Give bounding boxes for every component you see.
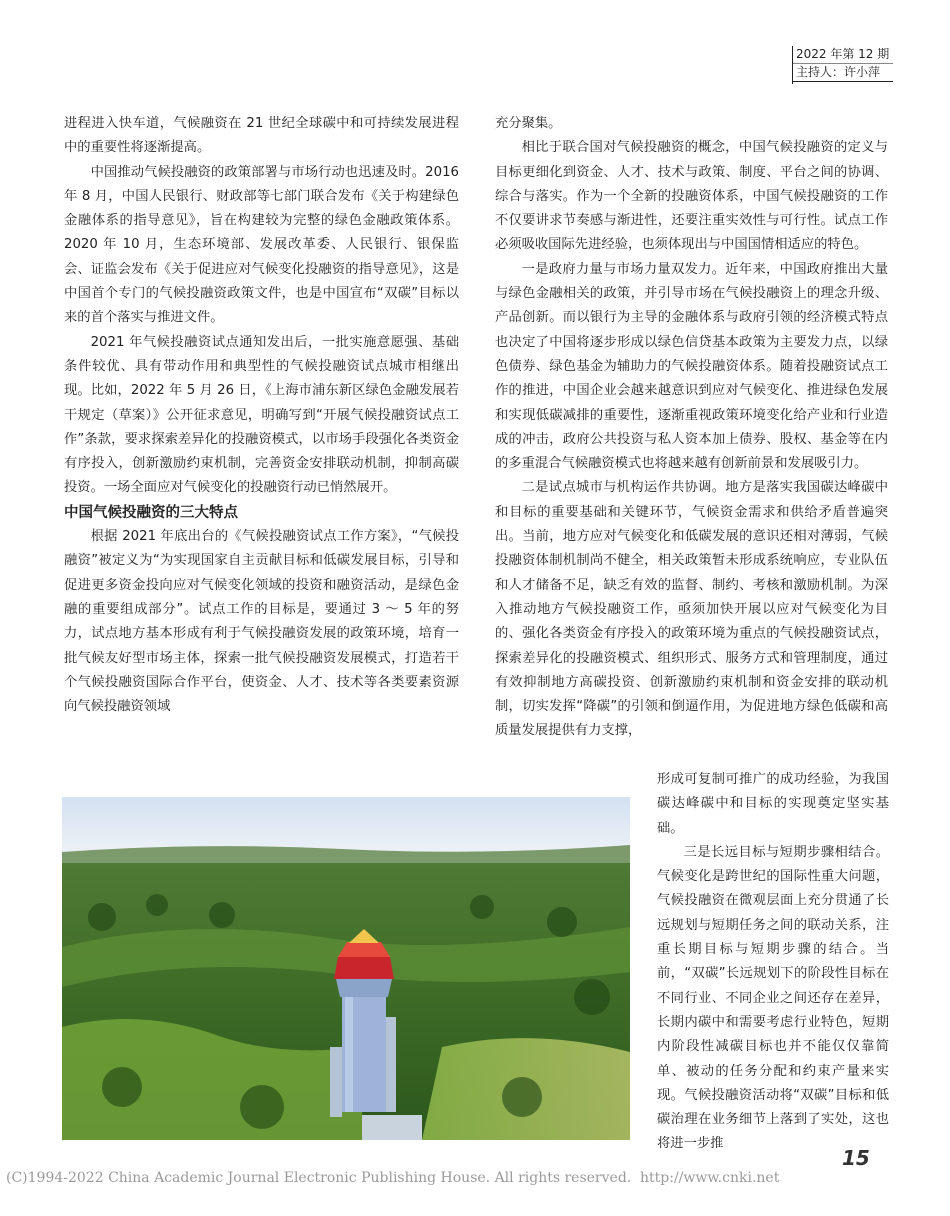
section-heading: 中国气候投融资的三大特点: [64, 504, 238, 521]
left-paragraph-3: 2021 年气候投融资试点通知发出后，一批实施意愿强、基础条件较优、具有带动作用和典型性的气候投融资试点城市相继出现。比如，2022 年 5 月 26 日，《上海市浦东新区绿色金融发展若干规定（草案）》公开征求意见，明确写到“开展气候投融资试点工作”条款，要求探索差异化的投融资模式，以市场手段强化各类资金有序投入，创新激励约束机制，完善资金安排联动机制，抑制高碳投资。一场全面应对气候变化的投融资行动已悄然展开。: [64, 334, 459, 496]
left-paragraph-4: 根据 2021 年底出台的《气候投融资试点工作方案》，“气候投融资”被定义为“为实现国家自主贡献目标和低碳发展目标，引导和促进更多资金投向应对气候变化领域的投资和融资活动，是绿色金融的重要组成部分”。试点工作的目标是，要通过 3 ～ 5 年的努力，试点地方基本形成有利于气候投融资发展的政策环境，培育一批气候友好型市场主体，探索一批气候投融资发展模式，打造若干个气候投融资国际合作平台，使资金、人才、技术等各类要素资源向气候投融资领域: [64, 529, 459, 715]
cnki-url: http://www.cnki.net: [640, 1170, 780, 1186]
left-paragraph-1: 进程进入快车道，气候融资在 21 世纪全球碳中和可持续发展进程中的重要性将逐渐提高。: [64, 116, 459, 156]
narrow-paragraph-2: 三是长远目标与短期步骤相结合。气候变化是跨世纪的国际性重大问题，气候投融资在微观层面上充分贯通了长远规划与短期任务之间的联动关系，注重长期目标与短期步骤的结合。当前，“双碳”长远规划下的阶段性目标在不同行业、不同企业之间还存在差异，长期内碳中和需要考虑行业特色，短期内阶段性减碳目标也并不能仅仅靠简单、被动的任务分配和约束产量来实现。气候投融资活动将“双碳”目标和低碳治理在业务细节上落到了实处，这也将进一步推: [657, 844, 889, 1152]
right-paragraph-1: 充分聚集。: [495, 116, 562, 131]
forest-landscape-illustration: [62, 797, 630, 1140]
forest-tower-photo: [62, 797, 630, 1140]
copyright-notice: (C)1994-2022 China Academic Journal Electronic Publishing House. All rights reserved.: [6, 1170, 632, 1186]
right-text-column: [495, 112, 888, 744]
right-paragraph-2: 相比于联合国对气候投融资的概念，中国气候投融资的定义与目标更细化到资金、人才、技术与政策、制度、平台之间的协调、综合与落实。作为一个全新的投融资体系，中国气候投融资的工作不仅要讲求节奏感与渐进性，还要注重实效性与可行性。试点工作必须吸收国际先进经验，也须体现出与中国国情相适应的特色。: [495, 140, 888, 253]
issue-header-box: [792, 46, 893, 84]
narrow-paragraph-1: 形成可复制可推广的成功经验，为我国碳达峰碳中和目标的实现奠定坚实基础。: [657, 772, 889, 836]
right-paragraph-4: 二是试点城市与机构运作共协调。地方是落实我国碳达峰碳中和目标的重要基础和关键环节，气候资金需求和供给矛盾普遍突出。当前，地方应对气候变化和低碳发展的意识还相对薄弱，气候投融资体制机制尚不健全，相关政策暂未形成系统响应，专业队伍和人才储备不足，缺乏有效的监督、制约、考核和激励机制。为深入推动地方气候投融资工作，亟须加快开展以应对气候变化为目的、强化各类资金有序投入的政策环境为重点的气候投融资试点，探索差异化的投融资模式、组织形式、服务方式和管理制度，通过有效抑制地方高碳投资、创新激励约束机制和资金安排的联动机制，切实发挥“降碳”的引领和倒逼作用，为促进地方绿色低碳和高质量发展提供有力支撑，: [495, 480, 888, 739]
narrow-text-column: [657, 768, 889, 1157]
page-number: 15: [842, 1146, 870, 1170]
right-paragraph-3: 一是政府力量与市场力量双发力。近年来，中国政府推出大量与绿色金融相关的政策，并引导市场在气候投融资上的理念升级、产品创新。而以银行为主导的金融体系与政府引领的经济模式特点也决定了中国将逐步形成以绿色信贷基本政策为主要发力点，以绿色债券、绿色基金为辅助力的气候投融资体系。随着投融资试点工作的推进，中国企业会越来越意识到应对气候变化、推进绿色发展和实现低碳减排的重要性，逐渐重视政策环境变化给产业和行业造成的冲击，政府公共投资与私人资本加上债券、股权、基金等在内的多重混合气候融资模式也将越来越有创新前景和发展吸引力。: [495, 261, 888, 472]
issue-label: 2022 年第 12 期: [793, 46, 893, 64]
left-paragraph-2: 中国推动气候投融资的政策部署与市场行动也迅速及时。2016 年 8 月，中国人民银行、财政部等七部门联合发布《关于构建绿色金融体系的指导意见》，旨在构建较为完整的绿色金融政策体系。2020 年 10 月，生态环境部、发展改革委、人民银行、银保监会、证监会发布《关于促进应对气候变化投融资的指导意见》，这是中国首个专门的气候投融资政策文件，也是中国宣布“双碳”目标以来的首个落实与推进文件。: [64, 164, 459, 326]
host-label: 主持人：许小萍: [793, 64, 893, 82]
left-text-column: [64, 112, 459, 719]
